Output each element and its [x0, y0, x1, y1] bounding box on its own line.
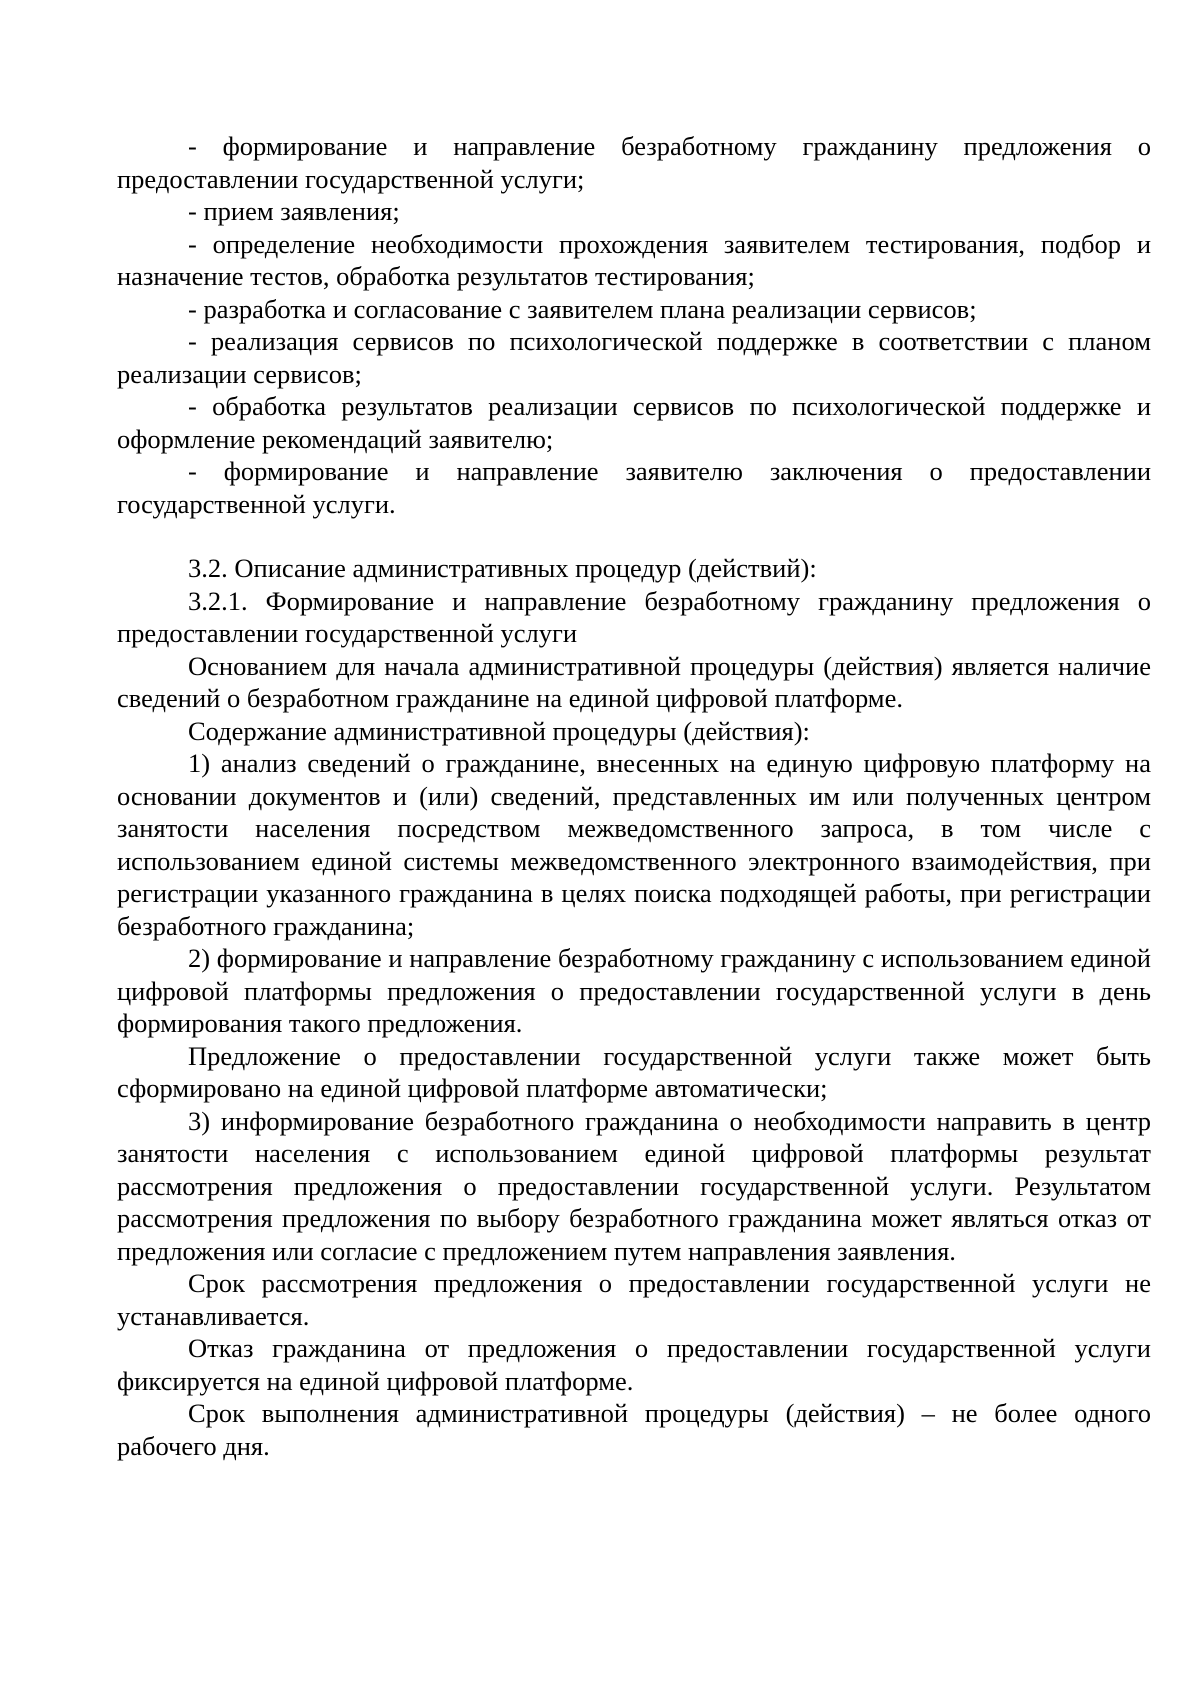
paragraph-step-1: 1) анализ сведений о гражданине, внесенных на единую цифровую платформу на основании документов и (или) сведений, представленных им или полученных центром занятости населения посредством межведомственного запроса, в том числе с использованием единой системы межведомственного электронного взаимодействия, при регистрации указанного гражданина в целях поиска подходящей работы, при регистрации безработного гражданина; — [117, 748, 1151, 941]
section-gap — [117, 520, 1151, 552]
paragraph-step-3: 3) информирование безработного гражданина о необходимости направить в центр занятости населения с использованием единой цифровой платформы результат рассмотрения предложения о предоставлении государственной услуги. Результатом рассмотрения предложения по выбору безработного гражданина может являться отказ от предложения или согласие с предложением путем направления заявления. — [117, 1105, 1151, 1266]
document-body — [117, 130, 1151, 1462]
paragraph-content-intro: Содержание административной процедуры (действия): — [188, 715, 810, 746]
list-item-results: - обработка результатов реализации сервисов по психологической поддержке и оформление рекомендаций заявителю; — [117, 391, 1151, 454]
list-item-offer: - формирование и направление безработному гражданину предложения о предоставлении государственной услуги; — [117, 131, 1151, 194]
paragraph-review-term: Срок рассмотрения предложения о предоставлении государственной услуги не устанавливается. — [117, 1268, 1151, 1331]
paragraph-auto-offer: Предложение о предоставлении государственной услуги также может быть сформировано на единой цифровой платформе автоматически; — [117, 1040, 1151, 1103]
list-item-plan: - разработка и согласование с заявителем плана реализации сервисов; — [188, 293, 977, 324]
section-heading: 3.2. Описание административных процедур (действий): — [188, 553, 817, 583]
list-item-testing: - определение необходимости прохождения заявителем тестирования, подбор и назначение тестов, обработка результатов тестирования; — [117, 228, 1151, 291]
paragraph-refusal: Отказ гражданина от предложения о предоставлении государственной услуги фиксируется на единой цифровой платформе. — [117, 1333, 1151, 1396]
paragraph-execution-term: Срок выполнения административной процедуры (действия) – не более одного рабочего дня. — [117, 1398, 1151, 1461]
subsection-heading: 3.2.1. Формирование и направление безработному гражданину предложения о предоставлении государственной услуги — [117, 585, 1151, 648]
paragraph-basis: Основанием для начала административной процедуры (действия) является наличие сведений о безработном гражданине на единой цифровой платформе. — [117, 650, 1151, 713]
list-item-conclusion: - формирование и направление заявителю заключения о предоставлении государственной услуги. — [117, 456, 1151, 519]
paragraph-step-2: 2) формирование и направление безработному гражданину с использованием единой цифровой платформы предложения о предоставлении государственной услуги в день формирования такого предложения. — [117, 943, 1151, 1038]
list-item-application: - прием заявления; — [188, 196, 400, 226]
list-item-services: - реализация сервисов по психологической поддержке в соответствии с планом реализации сервисов; — [117, 326, 1151, 389]
